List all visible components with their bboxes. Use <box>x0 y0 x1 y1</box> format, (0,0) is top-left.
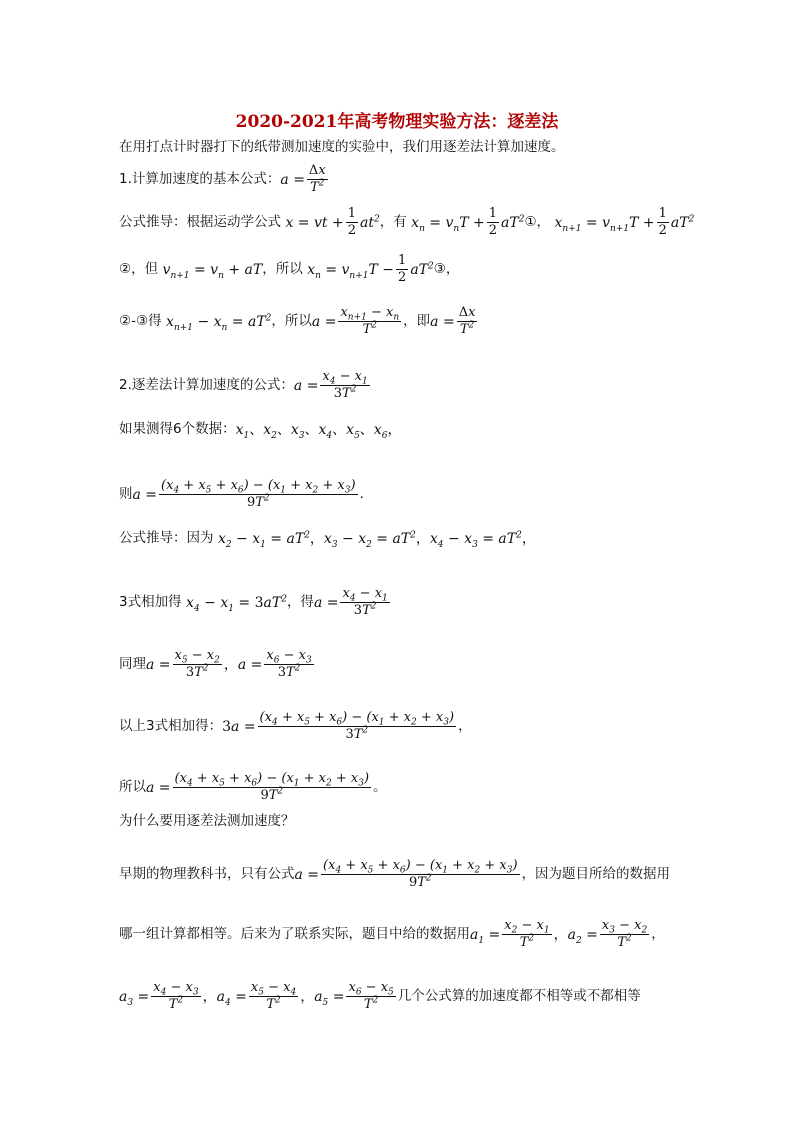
similarly-line: 同理 a = $\frac{x_5 - x_2}{3T^2}$ ，a = $\frac{x_6 - x_3}{3T^2}$ <box>119 648 312 681</box>
fraction-a1: $\frac{x_2 - x_1}{T^2}$ <box>504 918 550 951</box>
subtract-label: ②-③得 <box>119 313 162 329</box>
formula-vn1: $v_{n+1} = v_n$ + aT <box>158 261 263 281</box>
section1-label: 1.计算加速度的基本公式： <box>119 171 281 187</box>
why-text-1b: ，因为题目所给的数据用 <box>521 866 671 882</box>
period-mark: . <box>359 486 364 502</box>
formula-a-equals: a = <box>280 171 305 188</box>
fraction-a4: $\frac{x_5 - x_4}{T^2}$ <box>250 980 297 1013</box>
fraction-full-9t2: $\frac{(x_4 + x_5 + x_6) - (x_1 + x_2 + x_3)}{9T^2}$ <box>323 858 518 891</box>
difference-equations: $x_2 - x_1 = aT^2$，$x_3 - x_2 = aT^2$，$x_4 - x_3 = aT^2$， <box>213 530 536 550</box>
page-title: 2020-2021年高考物理实验方法：逐差法 <box>235 112 559 132</box>
fraction-full-3t2: $\frac{(x_4 + x_5 + x_6) - (x_1 + x_2 + x_3)}{3T^2}$ <box>259 710 455 743</box>
fraction-a5: $\frac{x_6 - x_5}{T^2}$ <box>348 980 394 1013</box>
derivation-comma: ，有 <box>379 214 407 230</box>
fraction-x5-x2-over-3t2: $\frac{x_5 - x_2}{3T^2}$ <box>174 648 220 681</box>
get-text: ，得 <box>286 594 314 610</box>
above-sum-line: 以上3式相加得： 3a = $\frac{(x_4 + x_5 + x_6) - (x_1 + x_2 + x_3)}{3T^2}$ ， <box>119 710 472 743</box>
equation-marker-2: ②，但 <box>119 261 159 277</box>
why-line-1: 早期的物理教科书，只有公式 a = $\frac{(x_4 + x_5 + x_6) - (x_1 + x_2 + x_3)}{9T^2}$ ，因为题目所给的数据用 <box>119 858 671 891</box>
fraction-half: $\frac{1}{2}$ <box>658 206 667 239</box>
add3-text: 3式相加得 <box>119 594 182 610</box>
then-text: 则 <box>119 486 133 502</box>
measure-text: 如果测得6个数据： <box>119 421 236 438</box>
fraction-x4-x1-over-3t2: $\frac{x_4 - x_1}{3T^2}$ <box>342 586 388 619</box>
therefore-text: 所以 <box>119 779 146 795</box>
section2-formula-line: 2.逐差法计算加速度的公式： a = $\frac{x_4 - x_1}{3T^2}$ <box>119 369 368 402</box>
because-line <box>119 530 682 550</box>
fraction-delta-x-over-t2: $\frac{\Delta x}{T^2}$ <box>458 305 476 338</box>
why-text-3b: 几个公式算的加速度都不相等或不都相等 <box>397 988 641 1004</box>
same-text: 同理 <box>119 656 146 672</box>
why-line-3: $a_3$ = $\frac{x_4 - x_3}{T^2}$ ，$a_4$ = $\frac{x_5 - x_4}{T^2}$ ，$a_5$ = $\frac{x_6 - x_5}{T^2}$ 几个公式算的加速度都不相等或不都相等 <box>119 980 641 1013</box>
intro-line <box>119 141 682 155</box>
why-text-2a: 哪一组计算都相等。后来为了联系实际，题目中给的数据用 <box>119 926 470 942</box>
section2-label: 2.逐差法计算加速度的公式： <box>119 377 294 393</box>
fraction-half: $\frac{1}{2}$ <box>398 253 407 286</box>
why-line-2: 哪一组计算都相等。后来为了联系实际，题目中给的数据用 $a_1$ = $\frac{x_2 - x_1}{T^2}$ ，$a_2$ = $\frac{x_3 - x_2}{T^2}$ ， <box>119 918 665 951</box>
fraction-full-9t2: $\frac{(x_4 + x_5 + x_6) - (x_1 + x_2 + x_3)}{9T^2}$ <box>174 771 370 804</box>
formula-xn1: $x_{n+1} = v_{n+1}T$ + <box>550 214 655 234</box>
six-data-line <box>119 421 682 441</box>
derive-text: 公式推导：因为 <box>119 530 214 547</box>
ie-text: ，即 <box>403 313 431 329</box>
fraction-full-9t2: $\frac{(x_4 + x_5 + x_6) - (x_1 + x_2 + x_3)}{9T^2}$ <box>161 478 356 511</box>
so-text: ，所以 <box>262 261 303 277</box>
fraction-a2: $\frac{x_3 - x_2}{T^2}$ <box>601 918 648 951</box>
equation-marker-1: ①， <box>524 214 551 230</box>
data-list: $x_1$、$x_2$、$x_3$、$x_4$、$x_5$、$x_6$， <box>235 422 402 441</box>
fraction-x4-x1-over-3t2: $\frac{x_4 - x_1}{3T^2}$ <box>322 369 368 402</box>
formula-xn: $x_n = v_nT$ + <box>406 214 485 234</box>
above-text: 以上3式相加得： <box>119 718 223 734</box>
derivation-line-1: 公式推导：根据运动学公式 x = vt + $\frac{1}{2}$ $at^2$ ，有 $x_n = v_nT$ + $\frac{1}{2}$ $aT^2$ ①， $x_{n+1} = v_{n+1}T$ + $\frac{1}{2}$ $aT^2$ <box>119 206 695 239</box>
end-mark: 。 <box>373 779 387 795</box>
fraction-half: $\frac{1}{2}$ <box>488 206 498 239</box>
formula-difference: $x_{n+1} - x_n = aT^2$ <box>161 313 272 333</box>
formula-xn-alt: $x_n = v_{n+1}T$ − <box>302 261 395 281</box>
section1-formula-line <box>119 163 682 197</box>
equation-marker-3: ③， <box>433 261 460 277</box>
why-question-line <box>119 815 682 829</box>
fraction-x6-x3-over-3t2: $\frac{x_6 - x_3}{3T^2}$ <box>266 648 312 681</box>
add-three-line: 3式相加得 $x_4 - x_1 = 3aT^2$ ，得 a = $\frac{x_4 - x_1}{3T^2}$ <box>119 586 388 619</box>
then-formula-line: 则 a = $\frac{(x_4 + x_5 + x_6) - (x_1 + x_2 + x_3)}{9T^2}$ . <box>119 478 364 511</box>
fraction-a3: $\frac{x_4 - x_3}{T^2}$ <box>153 980 199 1013</box>
kinematics-formula: x = vt + <box>281 214 344 231</box>
derivation-line-2: ②，但 $v_{n+1} = v_n$ + aT ，所以 $x_n = v_{n+1}T$ − $\frac{1}{2}$ $aT^2$ ③， <box>119 253 460 286</box>
derivation-line-3: ②-③得 $x_{n+1} - x_n = aT^2$ ，所以 a = $\frac{x_{n+1} - x_n}{T^2}$ ，即 a = $\frac{\Delta x}{T^2}$ <box>119 305 476 338</box>
fraction-delta-x-over-t2: $\frac{\Delta x}{T^2}$ <box>308 163 326 196</box>
why-question: 为什么要用逐差法测加速度？ <box>119 813 295 829</box>
fraction-half: $\frac{1}{2}$ <box>347 206 356 239</box>
so-text-2: ，所以 <box>271 313 312 329</box>
fraction-difference-over-t2: $\frac{x_{n+1} - x_n}{T^2}$ <box>340 305 400 338</box>
why-text-1a: 早期的物理教科书，只有公式 <box>119 866 295 882</box>
intro-text: 在用打点计时器打下的纸带测加速度的实验中，我们用逐差法计算加速度。 <box>119 139 565 155</box>
derivation-label: 公式推导：根据运动学公式 <box>119 214 281 230</box>
therefore-line: 所以 a = $\frac{(x_4 + x_5 + x_6) - (x_1 + x_2 + x_3)}{9T^2}$ 。 <box>119 771 387 804</box>
